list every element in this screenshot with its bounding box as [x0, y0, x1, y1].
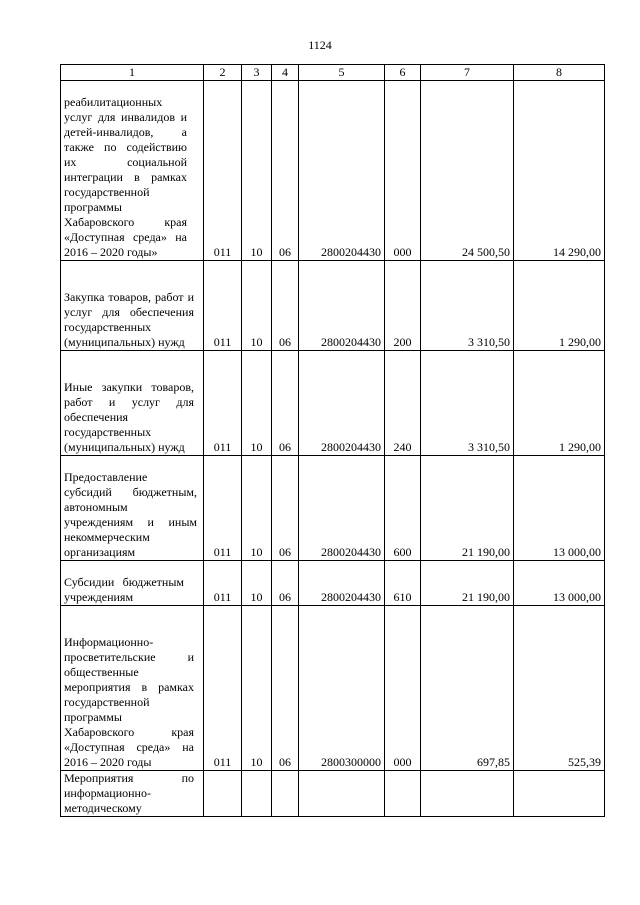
cell-ministry-code: 011 [204, 351, 242, 456]
cell-subsection: 06 [272, 351, 299, 456]
table-row [61, 561, 605, 606]
cell-target-article: 2800204430 [299, 261, 385, 351]
cell-amount-col8: 14 290,00 [514, 81, 605, 261]
table-row [61, 771, 605, 817]
cell-subsection: 06 [272, 261, 299, 351]
cell-amount-col7: 24 500,50 [421, 81, 514, 261]
cell-amount-col7: 21 190,00 [421, 561, 514, 606]
table-row [61, 81, 605, 261]
cell-ministry-code: 011 [204, 606, 242, 771]
cell-section: 10 [242, 261, 272, 351]
cell-section: 10 [242, 351, 272, 456]
cell-amount-col7: 3 310,50 [421, 261, 514, 351]
cell-amount-col8 [514, 771, 605, 817]
cell-expense-type: 200 [385, 261, 421, 351]
cell-amount-col8: 1 290,00 [514, 351, 605, 456]
header-col-8: 8 [514, 65, 605, 81]
header-col-4: 4 [272, 65, 299, 81]
row-name-text: Предоставление субсидий бюджетным, автономным учреждениям и иным некоммерческим организациям [64, 470, 197, 559]
cell-ministry-code: 011 [204, 81, 242, 261]
cell-target-article: 2800204430 [299, 456, 385, 561]
table-row [61, 351, 605, 456]
cell-expense-type: 000 [385, 606, 421, 771]
row-name [61, 561, 204, 606]
cell-subsection [272, 771, 299, 817]
cell-subsection: 06 [272, 561, 299, 606]
cell-section: 10 [242, 456, 272, 561]
row-name [61, 261, 204, 351]
cell-amount-col8: 13 000,00 [514, 561, 605, 606]
header-col-6: 6 [385, 65, 421, 81]
cell-section: 10 [242, 561, 272, 606]
cell-section [242, 771, 272, 817]
cell-section: 10 [242, 606, 272, 771]
cell-expense-type: 600 [385, 456, 421, 561]
header-col-7: 7 [421, 65, 514, 81]
cell-target-article: 2800204430 [299, 351, 385, 456]
cell-amount-col7 [421, 771, 514, 817]
table-row [61, 456, 605, 561]
row-name-text: Субсидии бюджетным учреждениям [64, 575, 184, 604]
cell-amount-col8: 525,39 [514, 606, 605, 771]
cell-amount-col8: 1 290,00 [514, 261, 605, 351]
header-col-2: 2 [204, 65, 242, 81]
row-name [61, 351, 204, 456]
row-name [61, 456, 204, 561]
cell-amount-col7: 21 190,00 [421, 456, 514, 561]
row-name-text: Информационно-просветительские и общественные мероприятия в рамках государственной программы Хабаровского края «Доступная среда» на 2016 – 2020 годы [64, 635, 194, 769]
cell-expense-type: 000 [385, 81, 421, 261]
cell-expense-type: 610 [385, 561, 421, 606]
cell-target-article: 2800204430 [299, 81, 385, 261]
cell-target-article: 2800204430 [299, 561, 385, 606]
page-number: 1124 [308, 38, 332, 52]
cell-section: 10 [242, 81, 272, 261]
header-col-5: 5 [299, 65, 385, 81]
row-name [61, 81, 204, 261]
cell-subsection: 06 [272, 456, 299, 561]
cell-target-article [299, 771, 385, 817]
row-name-text: реабилитационных услуг для инвалидов и детей-инвалидов, а также по содействию их социальной интеграции в рамках государственной программы Хабаровского края «Доступная среда» на 2016 – 2020 годы» [64, 95, 187, 259]
header-row [61, 65, 605, 81]
cell-ministry-code: 011 [204, 261, 242, 351]
cell-amount-col7: 697,85 [421, 606, 514, 771]
row-name-text: Иные закупки товаров, работ и услуг для обеспечения государственных (муниципальных) нужд [64, 380, 194, 454]
row-name-text: Мероприятия по информационно-методическому [64, 771, 194, 815]
cell-expense-type: 240 [385, 351, 421, 456]
row-name [61, 771, 204, 817]
cell-subsection: 06 [272, 606, 299, 771]
budget-table [60, 64, 605, 817]
cell-subsection: 06 [272, 81, 299, 261]
table-row [61, 606, 605, 771]
cell-ministry-code: 011 [204, 561, 242, 606]
row-name [61, 606, 204, 771]
row-name-text: Закупка товаров, работ и услуг для обеспечения государственных (муниципальных) нужд [64, 290, 194, 349]
cell-ministry-code: 011 [204, 456, 242, 561]
cell-amount-col8: 13 000,00 [514, 456, 605, 561]
cell-amount-col7: 3 310,50 [421, 351, 514, 456]
header-col-1: 1 [61, 65, 204, 81]
cell-ministry-code [204, 771, 242, 817]
cell-target-article: 2800300000 [299, 606, 385, 771]
header-col-3: 3 [242, 65, 272, 81]
cell-expense-type [385, 771, 421, 817]
table-row [61, 261, 605, 351]
